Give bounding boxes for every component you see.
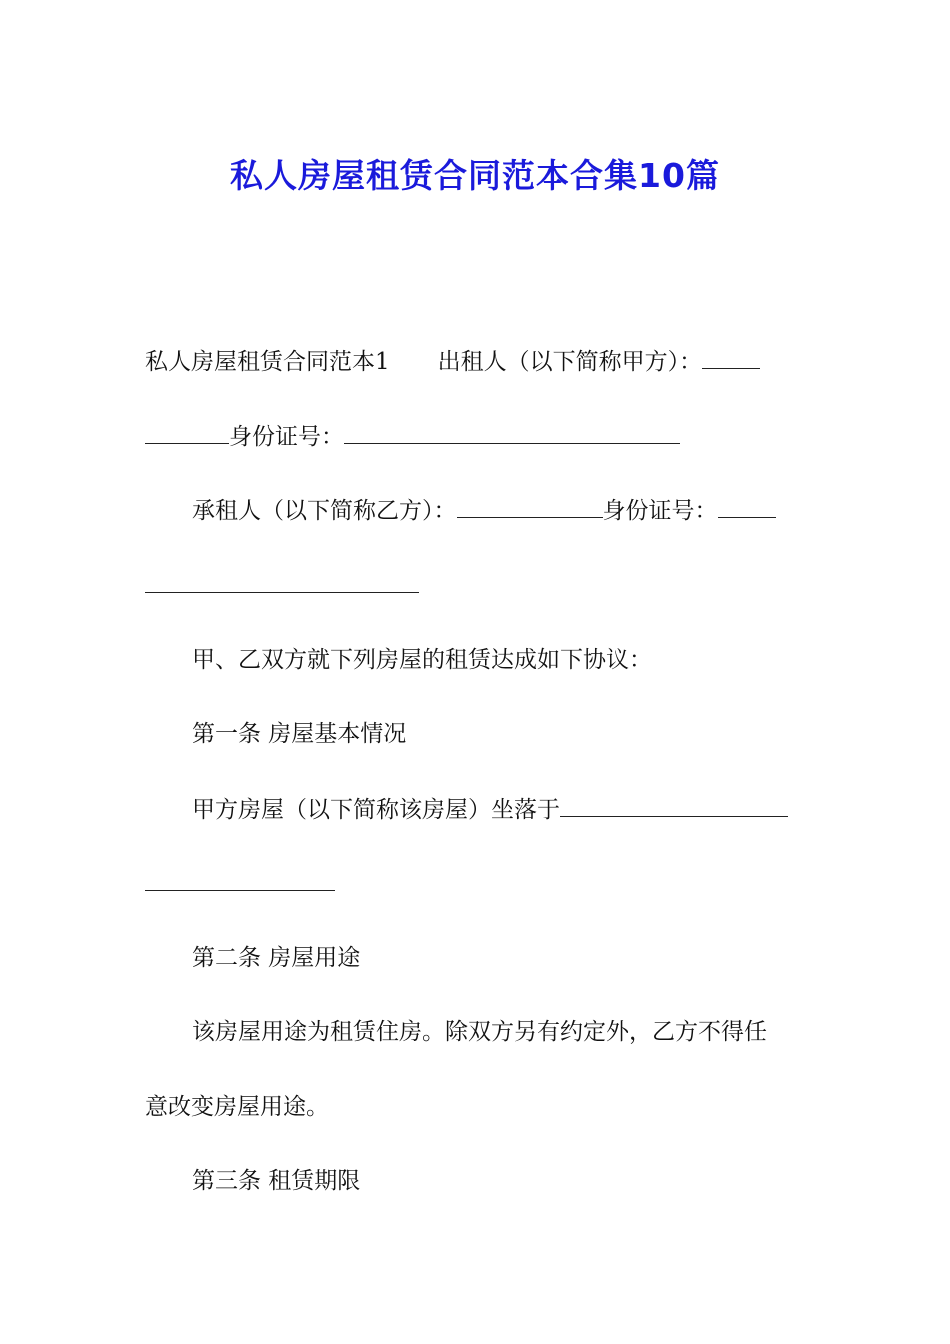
lessee-id-blank-cont [145,570,419,593]
property-location-label: 甲方房屋（以下简称该房屋）坐落于 [192,797,560,823]
property-location-line-cont [145,868,807,899]
lessor-line [145,346,807,377]
lessee-id-line-cont [145,570,807,601]
lessor-id-label: 身份证号： [229,424,344,450]
usage-paragraph-line-2: 意改变房屋用途。 [145,1094,329,1120]
lessee-id-label: 身份证号： [602,498,718,524]
article-1-heading: 第一条 房屋基本情况 [192,721,407,747]
lessor-id-blank [344,421,680,444]
lessor-label: 出租人（以下简称甲方）： [437,349,703,375]
lessor-name-blank [702,346,760,369]
property-location-blank-cont [145,868,335,891]
contract-number-label: 私人房屋租赁合同范本1 [145,349,390,375]
lessee-line [145,495,807,526]
lessor-id-line [145,421,807,452]
usage-paragraph-line-1: 该房屋用途为租赁住房。除双方另有约定外，乙方不得任 [192,1019,767,1045]
property-location-blank [560,794,788,817]
lessor-name-blank-cont [145,421,229,444]
article-3-heading: 第三条 租赁期限 [192,1168,361,1194]
property-location-line [145,794,807,825]
lessee-label: 承租人（以下简称乙方）： [192,498,457,524]
lessee-name-blank [457,495,603,518]
lessee-id-blank [718,495,776,518]
document-title: 私人房屋租赁合同范本合集10篇 [230,156,720,196]
article-2-heading: 第二条 房屋用途 [192,945,361,971]
agreement-intro: 甲、乙双方就下列房屋的租赁达成如下协议： [192,647,652,673]
